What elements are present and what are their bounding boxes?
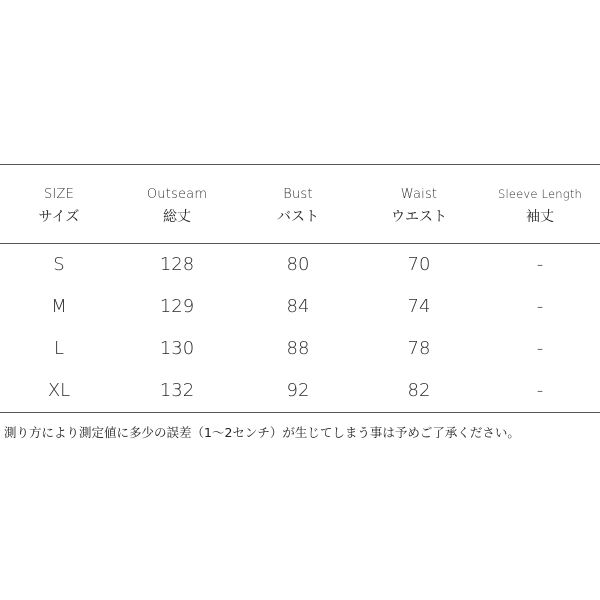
header-waist-jp: ウエスト xyxy=(391,209,447,225)
header-outseam xyxy=(117,186,237,226)
header-sleeve-length-en: Sleeve Length xyxy=(497,187,583,201)
cell-outseam: 130 xyxy=(159,338,195,359)
cell-size: M xyxy=(51,296,67,317)
header-bust xyxy=(238,186,358,226)
header-size-en: SIZE xyxy=(43,187,74,202)
cell-sleeve-length: - xyxy=(536,296,544,317)
cell-outseam: 132 xyxy=(159,380,195,401)
cell-waist: 78 xyxy=(407,338,431,359)
cell-size: XL xyxy=(47,380,71,401)
cell-sleeve-length: - xyxy=(536,380,544,401)
cell-bust: 84 xyxy=(286,296,310,317)
cell-waist: 82 xyxy=(407,380,431,401)
cell-waist: 74 xyxy=(407,296,431,317)
cell-bust: 80 xyxy=(286,254,310,275)
table-row xyxy=(0,370,600,412)
header-waist-en: Waist xyxy=(400,187,438,202)
cell-sleeve-length: - xyxy=(536,338,544,359)
table-body xyxy=(0,244,600,412)
header-outseam-jp: 総丈 xyxy=(163,209,191,225)
measurement-disclaimer: 測り方により測定値に多少の誤差（1〜2センチ）が生じてしまう事は予めご了承ください。 xyxy=(4,425,520,440)
cell-outseam: 129 xyxy=(159,296,195,317)
header-waist xyxy=(359,186,479,226)
cell-size: S xyxy=(53,254,65,275)
table-header-row xyxy=(0,164,600,243)
cell-sleeve-length: - xyxy=(536,254,544,275)
header-sleeve-length xyxy=(480,186,600,226)
table-row xyxy=(0,244,600,286)
cell-size: L xyxy=(53,338,65,359)
size-chart-table xyxy=(0,164,600,413)
cell-waist: 70 xyxy=(407,254,431,275)
header-outseam-en: Outseam xyxy=(146,187,208,202)
header-sleeve-length-jp: 袖丈 xyxy=(526,209,554,225)
table-row xyxy=(0,328,600,370)
header-bust-en: Bust xyxy=(283,187,313,202)
header-size xyxy=(0,186,119,226)
header-size-jp: サイズ xyxy=(38,209,80,225)
cell-bust: 88 xyxy=(286,338,310,359)
table-row xyxy=(0,286,600,328)
cell-bust: 92 xyxy=(286,380,310,401)
table-bottom-rule xyxy=(0,412,600,413)
cell-outseam: 128 xyxy=(159,254,195,275)
header-bust-jp: バスト xyxy=(277,209,319,225)
